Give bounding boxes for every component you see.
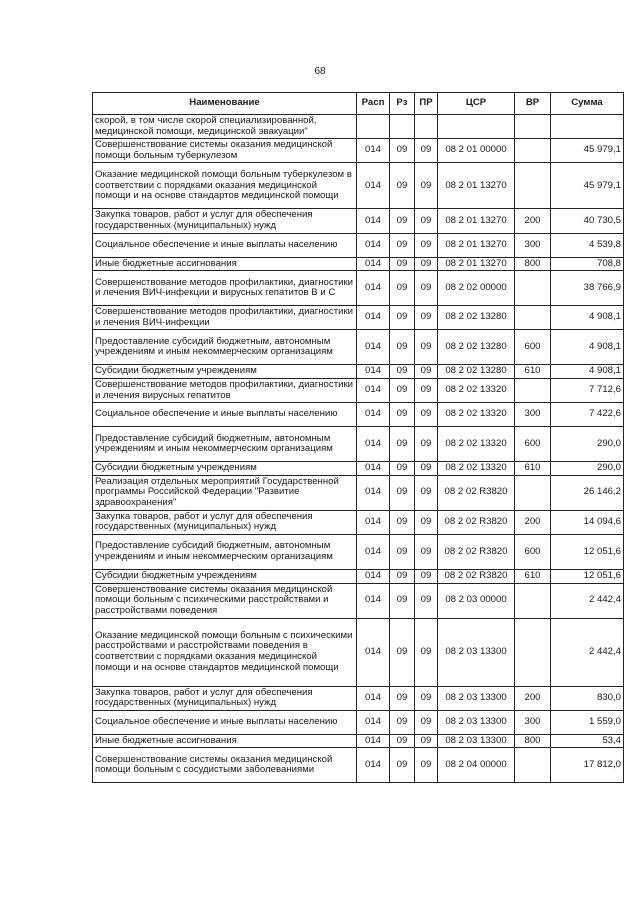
cell-name: Совершенствование методов профилактики, диагностики и лечения ВИЧ-инфекции и вирусных гепатитов В и С — [93, 271, 357, 306]
cell-vr — [515, 475, 551, 510]
cell-rz: 09 — [390, 510, 415, 534]
cell-pr: 09 — [415, 233, 438, 257]
cell-sum: 7 422,6 — [551, 403, 624, 427]
cell-pr: 09 — [415, 510, 438, 534]
header-vr: ВР — [515, 93, 551, 115]
table-row — [93, 748, 624, 783]
cell-name: Закупка товаров, работ и услуг для обеспечения государственных (муниципальных) нужд — [93, 686, 357, 710]
cell-sum: 830,0 — [551, 686, 624, 710]
cell-name: Социальное обеспечение и иные выплаты населению — [93, 710, 357, 734]
cell-csr: 08 2 02 R3820 — [438, 569, 515, 583]
cell-rasp: 014 — [357, 257, 390, 271]
cell-rz: 09 — [390, 163, 415, 209]
table-row — [93, 271, 624, 306]
header-name: Наименование — [93, 93, 357, 115]
table-row — [93, 427, 624, 462]
cell-vr: 200 — [515, 209, 551, 233]
cell-vr — [515, 306, 551, 330]
cell-rasp: 014 — [357, 686, 390, 710]
table-row — [93, 257, 624, 271]
cell-pr: 09 — [415, 475, 438, 510]
cell-csr: 08 2 02 13320 — [438, 427, 515, 462]
table-row — [93, 306, 624, 330]
cell-pr: 09 — [415, 306, 438, 330]
cell-vr — [515, 618, 551, 686]
cell-vr: 300 — [515, 233, 551, 257]
cell-csr: 08 2 02 13320 — [438, 403, 515, 427]
cell-rasp — [357, 115, 390, 139]
cell-sum: 4 539,8 — [551, 233, 624, 257]
cell-rasp: 014 — [357, 365, 390, 379]
cell-rz: 09 — [390, 365, 415, 379]
cell-csr: 08 2 01 00000 — [438, 139, 515, 163]
cell-rz: 09 — [390, 734, 415, 748]
page-number: 68 — [314, 66, 326, 77]
cell-rasp: 014 — [357, 734, 390, 748]
cell-csr: 08 2 01 13270 — [438, 163, 515, 209]
cell-sum: 4 908,1 — [551, 330, 624, 365]
cell-rz: 09 — [390, 209, 415, 233]
cell-rasp: 014 — [357, 306, 390, 330]
cell-csr: 08 2 02 R3820 — [438, 475, 515, 510]
cell-csr: 08 2 02 13280 — [438, 306, 515, 330]
table-row — [93, 534, 624, 569]
cell-name: Совершенствование методов профилактики, диагностики и лечения ВИЧ-инфекции — [93, 306, 357, 330]
cell-sum: 14 094,6 — [551, 510, 624, 534]
cell-rasp: 014 — [357, 510, 390, 534]
cell-sum: 45 979,1 — [551, 139, 624, 163]
cell-rz: 09 — [390, 618, 415, 686]
table-row — [93, 209, 624, 233]
cell-rz: 09 — [390, 330, 415, 365]
cell-name: Совершенствование системы оказания медицинской помощи больным туберкулезом — [93, 139, 357, 163]
cell-csr: 08 2 02 R3820 — [438, 510, 515, 534]
table-row — [93, 583, 624, 618]
table-row — [93, 233, 624, 257]
cell-vr — [515, 583, 551, 618]
cell-rasp: 014 — [357, 534, 390, 569]
table-row — [93, 403, 624, 427]
cell-sum: 290,0 — [551, 427, 624, 462]
cell-rz: 09 — [390, 686, 415, 710]
cell-pr: 09 — [415, 330, 438, 365]
cell-sum: 38 766,9 — [551, 271, 624, 306]
table-row — [93, 710, 624, 734]
cell-rz: 09 — [390, 534, 415, 569]
cell-rz: 09 — [390, 233, 415, 257]
cell-name: Оказание медицинской помощи больным туберкулезом в соответствии с порядками оказания медицинской помощи и на основе стандартов медицинской помощи — [93, 163, 357, 209]
cell-name: Предоставление субсидий бюджетным, автономным учреждениям и иным некоммерческим организациям — [93, 534, 357, 569]
table-row — [93, 378, 624, 402]
cell-sum: 708,8 — [551, 257, 624, 271]
cell-vr: 200 — [515, 686, 551, 710]
cell-name: Иные бюджетные ассигнования — [93, 257, 357, 271]
cell-csr: 08 2 03 13300 — [438, 710, 515, 734]
table-row — [93, 365, 624, 379]
cell-rasp: 014 — [357, 403, 390, 427]
cell-rz: 09 — [390, 139, 415, 163]
cell-pr: 09 — [415, 710, 438, 734]
table-row — [93, 462, 624, 476]
cell-csr: 08 2 01 13270 — [438, 209, 515, 233]
cell-pr: 09 — [415, 734, 438, 748]
cell-sum: 4 908,1 — [551, 306, 624, 330]
cell-vr: 800 — [515, 257, 551, 271]
cell-pr: 09 — [415, 534, 438, 569]
header-rasp: Расп — [357, 93, 390, 115]
cell-name: скорой, в том числе скорой специализированной, медицинской помощи, медицинской эвакуации" — [93, 115, 357, 139]
cell-rasp: 014 — [357, 710, 390, 734]
header-pr: ПР — [415, 93, 438, 115]
cell-vr: 600 — [515, 427, 551, 462]
table-row — [93, 734, 624, 748]
cell-sum: 17 812,0 — [551, 748, 624, 783]
cell-sum: 290,0 — [551, 462, 624, 476]
cell-vr — [515, 271, 551, 306]
cell-name: Совершенствование методов профилактики, диагностики и лечения вирусных гепатитов — [93, 378, 357, 402]
table-row — [93, 569, 624, 583]
cell-csr — [438, 115, 515, 139]
cell-csr: 08 2 03 13300 — [438, 618, 515, 686]
table-row — [93, 618, 624, 686]
cell-rz: 09 — [390, 378, 415, 402]
cell-sum: 53,4 — [551, 734, 624, 748]
cell-csr: 08 2 02 13280 — [438, 330, 515, 365]
table-row — [93, 510, 624, 534]
cell-name: Реализация отдельных мероприятий Государственной программы Российской Федерации "Развитие здравоохранения" — [93, 475, 357, 510]
cell-vr: 600 — [515, 534, 551, 569]
cell-vr: 800 — [515, 734, 551, 748]
cell-pr: 09 — [415, 427, 438, 462]
cell-pr: 09 — [415, 257, 438, 271]
cell-csr: 08 2 04 00000 — [438, 748, 515, 783]
cell-pr: 09 — [415, 462, 438, 476]
cell-rasp: 014 — [357, 569, 390, 583]
cell-pr: 09 — [415, 583, 438, 618]
cell-rz: 09 — [390, 475, 415, 510]
cell-csr: 08 2 02 13280 — [438, 365, 515, 379]
cell-rasp: 014 — [357, 427, 390, 462]
cell-sum: 4 908,1 — [551, 365, 624, 379]
cell-pr: 09 — [415, 365, 438, 379]
cell-name: Субсидии бюджетным учреждениям — [93, 365, 357, 379]
table-header-row — [93, 93, 624, 115]
cell-rz — [390, 115, 415, 139]
cell-name: Предоставление субсидий бюджетным, автономным учреждениям и иным некоммерческим организациям — [93, 330, 357, 365]
cell-rasp: 014 — [357, 475, 390, 510]
cell-csr: 08 2 02 13320 — [438, 462, 515, 476]
cell-vr: 610 — [515, 569, 551, 583]
cell-rasp: 014 — [357, 583, 390, 618]
cell-pr: 09 — [415, 569, 438, 583]
cell-name: Социальное обеспечение и иные выплаты населению — [93, 403, 357, 427]
cell-rasp: 014 — [357, 462, 390, 476]
header-rz: Рз — [390, 93, 415, 115]
cell-vr — [515, 163, 551, 209]
cell-name: Иные бюджетные ассигнования — [93, 734, 357, 748]
cell-vr: 610 — [515, 365, 551, 379]
cell-vr — [515, 748, 551, 783]
cell-name: Предоставление субсидий бюджетным, автономным учреждениям и иным некоммерческим организациям — [93, 427, 357, 462]
cell-rasp: 014 — [357, 233, 390, 257]
cell-name: Совершенствование системы оказания медицинской помощи больным с психическими расстройствами и расстройствами поведения — [93, 583, 357, 618]
cell-vr: 300 — [515, 710, 551, 734]
cell-name: Субсидии бюджетным учреждениям — [93, 569, 357, 583]
cell-csr: 08 2 01 13270 — [438, 257, 515, 271]
cell-sum: 1 559,0 — [551, 710, 624, 734]
cell-pr: 09 — [415, 748, 438, 783]
header-sum: Сумма — [551, 93, 624, 115]
cell-sum: 40 730,5 — [551, 209, 624, 233]
cell-csr: 08 2 03 00000 — [438, 583, 515, 618]
cell-sum — [551, 115, 624, 139]
cell-vr: 600 — [515, 330, 551, 365]
cell-name: Оказание медицинской помощи больным с психическими расстройствами и расстройствами поведения в соответствии с порядками оказания медицинской помощи и на основе стандартов медицинской помощи — [93, 618, 357, 686]
cell-sum: 2 442,4 — [551, 618, 624, 686]
cell-pr — [415, 115, 438, 139]
cell-rz: 09 — [390, 403, 415, 427]
cell-rasp: 014 — [357, 618, 390, 686]
cell-rasp: 014 — [357, 378, 390, 402]
cell-rz: 09 — [390, 306, 415, 330]
cell-rz: 09 — [390, 748, 415, 783]
cell-rz: 09 — [390, 710, 415, 734]
cell-name: Закупка товаров, работ и услуг для обеспечения государственных (муниципальных) нужд — [93, 209, 357, 233]
cell-sum: 45 979,1 — [551, 163, 624, 209]
cell-csr: 08 2 02 00000 — [438, 271, 515, 306]
cell-sum: 12 051,6 — [551, 534, 624, 569]
cell-pr: 09 — [415, 378, 438, 402]
cell-rasp: 014 — [357, 330, 390, 365]
cell-rz: 09 — [390, 257, 415, 271]
budget-table — [92, 92, 624, 783]
cell-rasp: 014 — [357, 271, 390, 306]
cell-csr: 08 2 03 13300 — [438, 686, 515, 710]
cell-vr: 300 — [515, 403, 551, 427]
table-row — [93, 163, 624, 209]
cell-sum: 7 712,6 — [551, 378, 624, 402]
cell-csr: 08 2 02 13320 — [438, 378, 515, 402]
table-row — [93, 686, 624, 710]
cell-rz: 09 — [390, 583, 415, 618]
cell-pr: 09 — [415, 163, 438, 209]
cell-rasp: 014 — [357, 209, 390, 233]
cell-vr — [515, 115, 551, 139]
cell-pr: 09 — [415, 139, 438, 163]
cell-rasp: 014 — [357, 748, 390, 783]
cell-pr: 09 — [415, 618, 438, 686]
cell-pr: 09 — [415, 271, 438, 306]
cell-name: Совершенствование системы оказания медицинской помощи больным с сосудистыми заболеваниями — [93, 748, 357, 783]
cell-vr: 200 — [515, 510, 551, 534]
cell-rz: 09 — [390, 271, 415, 306]
cell-csr: 08 2 02 R3820 — [438, 534, 515, 569]
cell-name: Социальное обеспечение и иные выплаты населению — [93, 233, 357, 257]
cell-csr: 08 2 01 13270 — [438, 233, 515, 257]
table-row — [93, 115, 624, 139]
cell-rz: 09 — [390, 569, 415, 583]
cell-rasp: 014 — [357, 163, 390, 209]
table-body — [93, 115, 624, 783]
cell-pr: 09 — [415, 403, 438, 427]
cell-sum: 12 051,6 — [551, 569, 624, 583]
cell-name: Закупка товаров, работ и услуг для обеспечения государственных (муниципальных) нужд — [93, 510, 357, 534]
header-csr: ЦСР — [438, 93, 515, 115]
cell-rz: 09 — [390, 427, 415, 462]
cell-pr: 09 — [415, 209, 438, 233]
cell-csr: 08 2 03 13300 — [438, 734, 515, 748]
cell-name: Субсидии бюджетным учреждениям — [93, 462, 357, 476]
cell-sum: 26 146,2 — [551, 475, 624, 510]
table-row — [93, 475, 624, 510]
cell-rz: 09 — [390, 462, 415, 476]
cell-vr: 610 — [515, 462, 551, 476]
cell-pr: 09 — [415, 686, 438, 710]
cell-rasp: 014 — [357, 139, 390, 163]
table-row — [93, 139, 624, 163]
cell-vr — [515, 139, 551, 163]
cell-vr — [515, 378, 551, 402]
table-row — [93, 330, 624, 365]
cell-sum: 2 442,4 — [551, 583, 624, 618]
